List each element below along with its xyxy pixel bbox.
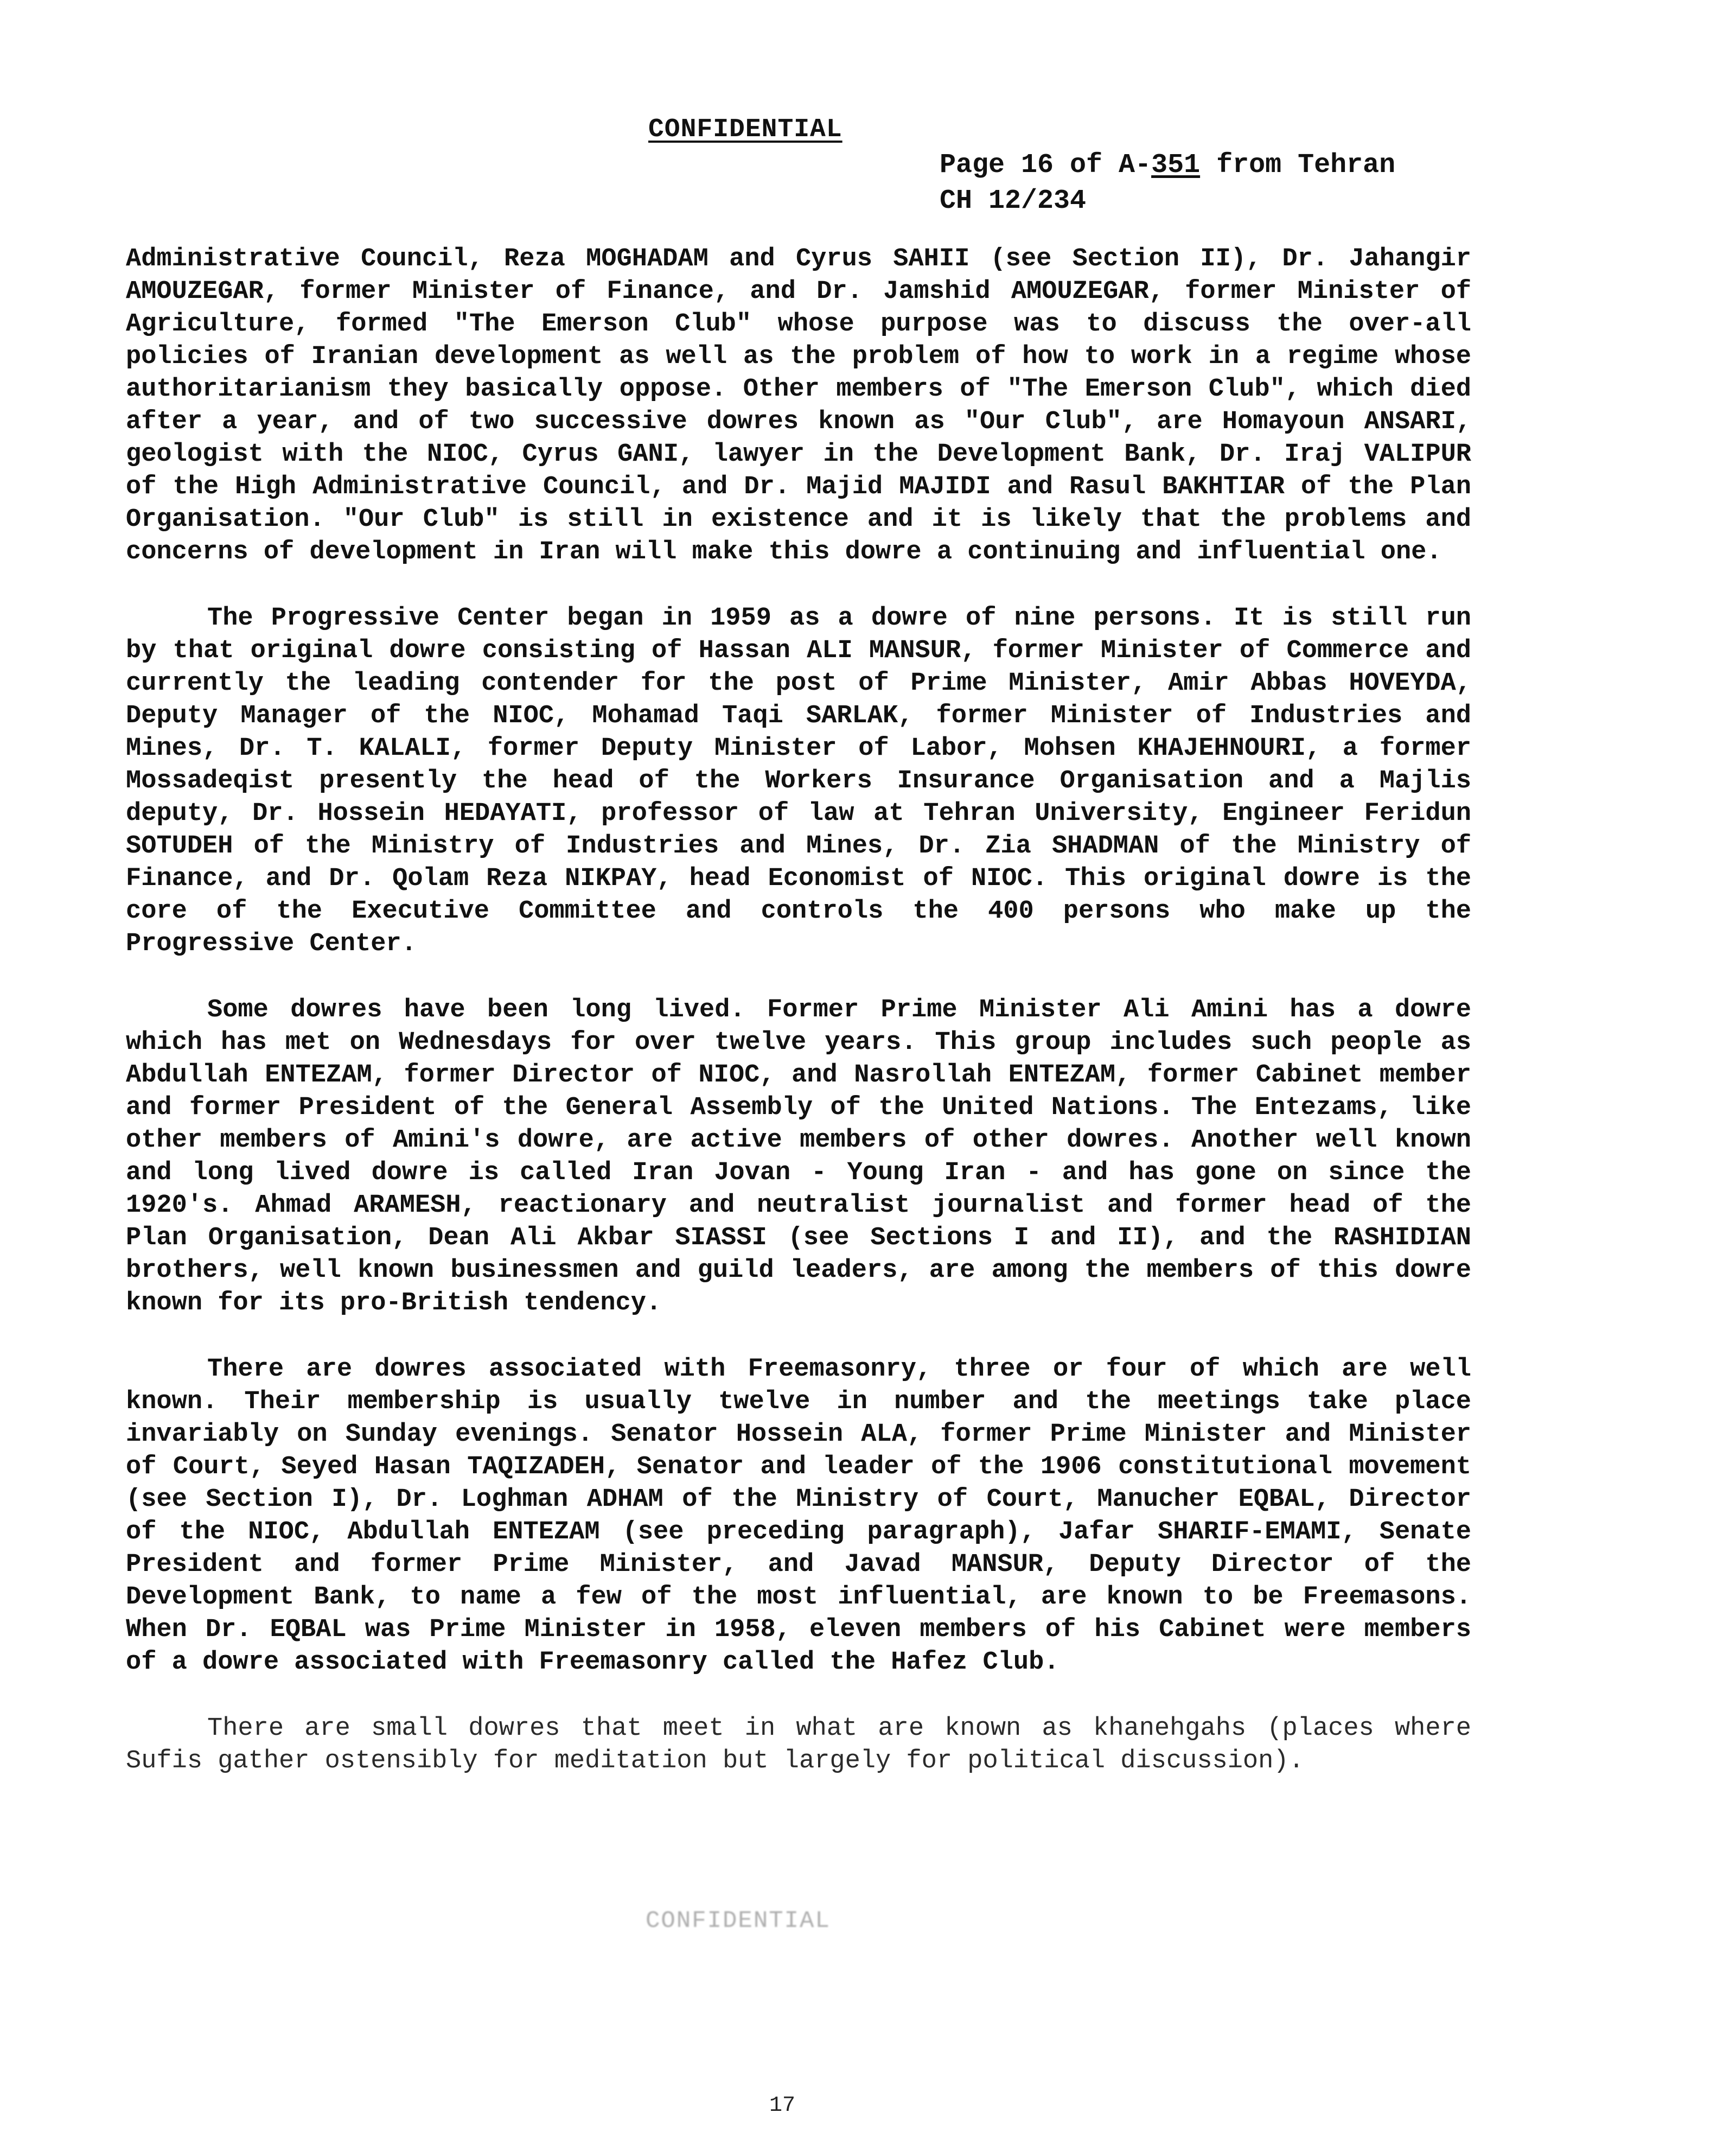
- paragraph-freemasonry-dowres: There are dowres associated with Freemasonry, three or four of which are well known. Their membership is usually twelve in number and the meetings take place invariably on Sunday evenings. Senator Hossein ALA, former Prime Minister and Minister of Court, Seyed Hasan TAQIZADEH, Senator and leader of the 1906 constitutional movement (see Section I), Dr. Loghman ADHAM of the Ministry of Court, Manucher EQBAL, Director of the NIOC, Abdullah ENTEZAM (see preceding paragraph), Jafar SHARIF-EMAMI, Senate President and former Prime Minister, and Javad MANSUR, Deputy Director of the Development Bank, to name a few of the most influential, are known to be Freemasons. When Dr. EQBAL was Prime Minister in 1958, eleven members of his Cabinet were members of a dowre associated with Freemasonry called the Hafez Club.: [126, 1355, 1471, 1677]
- paragraph-long-lived-dowres: Some dowres have been long lived. Former Prime Minister Ali Amini has a dowre which has met on Wednesdays for over twelve years. This group includes such people as Abdullah ENTEZAM, former Director of NIOC, and Nasrollah ENTEZAM, former Cabinet member and former President of the General Assembly of the United Nations. The Entezams, like other members of Amini's dowre, are active members of other dowres. Another well known and long lived dowre is called Iran Jovan - Young Iran - and has gone on since the 1920's. Ahmad ARAMESH, reactionary and neutralist journalist and former head of the Plan Organisation, Dean Ali Akbar SIASSI (see Sections I and II), and the RASHIDIAN brothers, well known businessmen and guild leaders, are among the members of this dowre known for its pro-British tendency.: [126, 996, 1471, 1318]
- page-reference-prefix: Page 16 of A-: [940, 150, 1152, 181]
- header-classification-marking: CONFIDENTIAL: [648, 115, 843, 144]
- paragraph-khanehgahs: There are small dowres that meet in what are known as khanehgahs (places where Sufis gather ostensibly for meditation but largely for political discussion).: [126, 1714, 1471, 1776]
- file-code: CH 12/234: [940, 186, 1087, 217]
- page-number: 17: [769, 2094, 796, 2118]
- page-reference-line: [940, 148, 1395, 183]
- paragraph-progressive-center: The Progressive Center began in 1959 as a dowre of nine persons. It is still run by that original dowre consisting of Hassan ALI MANSUR, former Minister of Commerce and currently the leading contender for the post of Prime Minister, Amir Abbas HOVEYDA, Deputy Manager of the NIOC, Mohamad Taqi SARLAK, former Minister of Industries and Mines, Dr. T. KALALI, former Deputy Minister of Labor, Mohsen KHAJEHNOURI, a former Mossadeqist presently the head of the Workers Insurance Organisation and a Majlis deputy, Dr. Hossein HEDAYATI, professor of law at Tehran University, Engineer Feridun SOTUDEH of the Ministry of Industries and Mines, Dr. Zia SHADMAN of the Ministry of Finance, and Dr. Qolam Reza NIKPAY, head Economist of NIOC. This original dowre is the core of the Executive Committee and controls the 400 persons who make up the Progressive Center.: [126, 604, 1471, 958]
- footer-classification-marking: CONFIDENTIAL: [646, 1907, 831, 1935]
- document-body: [126, 243, 1471, 1811]
- page-reference-block: [940, 148, 1395, 219]
- paragraph-emerson-club: Administrative Council, Reza MOGHADAM and Cyrus SAHII (see Section II), Dr. Jahangir AMOUZEGAR, former Minister of Finance, and Dr. Jamshid AMOUZEGAR, former Minister of Agriculture, formed "The Emerson Club" whose purpose was to discuss the over-all policies of Iranian development as well as the problem of how to work in a regime whose authoritarianism they basically oppose. Other members of "The Emerson Club", which died after a year, and of two successive dowres known as "Our Club", are Homayoun ANSARI, geologist with the NIOC, Cyrus GANI, lawyer in the Development Bank, Dr. Iraj VALIPUR of the High Administrative Council, and Dr. Majid MAJIDI and Rasul BAKHTIAR of the Plan Organisation. "Our Club" is still in existence and it is likely that the problems and concerns of development in Iran will make this dowre a continuing and influential one.: [126, 245, 1471, 567]
- airgram-number: 351: [1151, 150, 1201, 181]
- page-reference-suffix: from Tehran: [1200, 150, 1396, 181]
